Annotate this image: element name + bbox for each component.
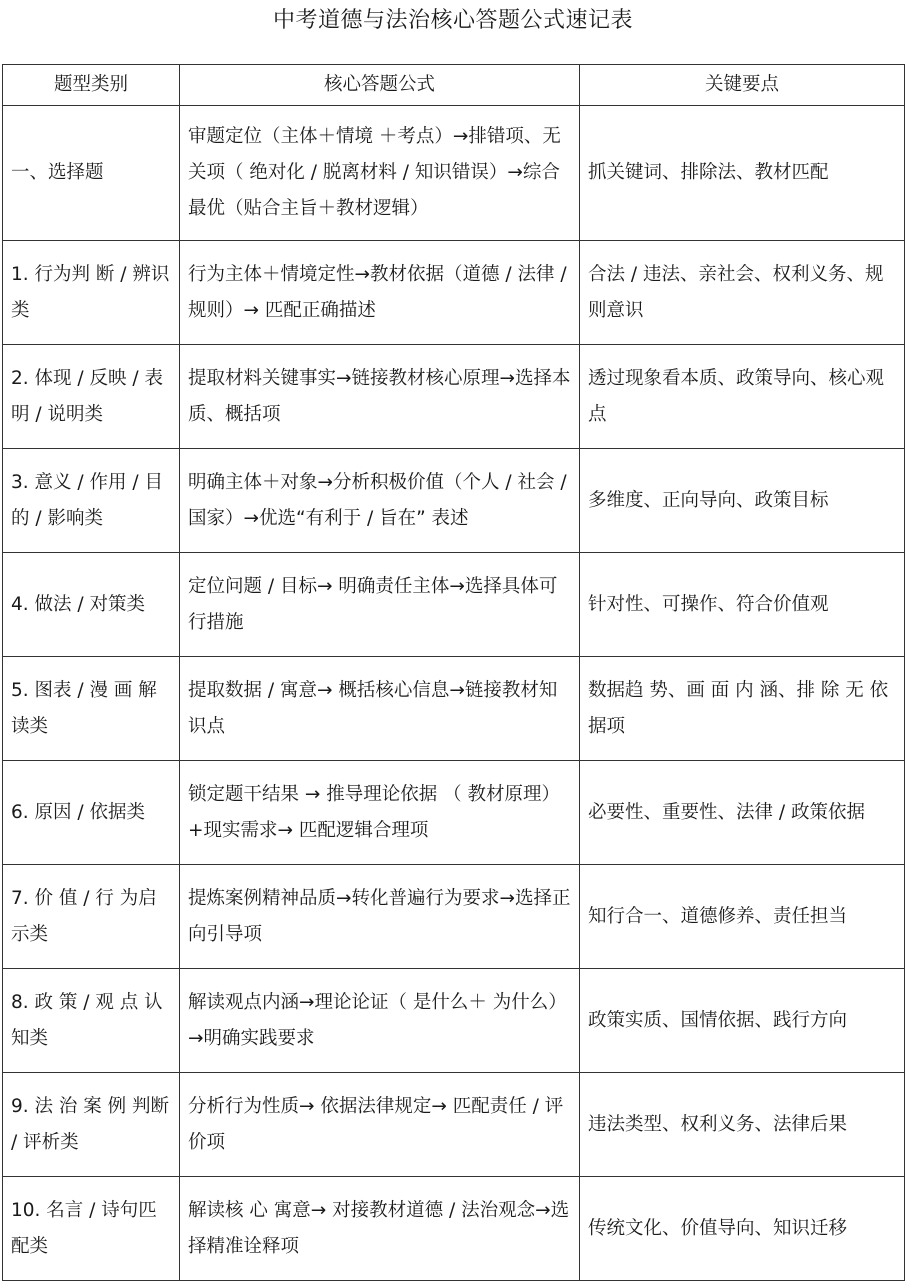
question-type-cell: 9. 法 治 案 例 判断 / 评析类 bbox=[3, 1073, 180, 1177]
table-row bbox=[3, 761, 905, 865]
keypoints-cell: 违法类型、权利义务、法律后果 bbox=[580, 1073, 905, 1177]
table-row bbox=[3, 1177, 905, 1281]
formula-cell: 分析行为性质→ 依据法律规定→ 匹配责任 / 评价项 bbox=[180, 1073, 580, 1177]
table-row bbox=[3, 657, 905, 761]
table-header-row bbox=[3, 65, 905, 106]
table-row bbox=[3, 865, 905, 969]
keypoints-cell: 针对性、可操作、符合价值观 bbox=[580, 553, 905, 657]
table-row bbox=[3, 106, 905, 241]
keypoints-cell: 多维度、正向导向、政策目标 bbox=[580, 449, 905, 553]
formula-cell: 审题定位（主体＋情境 ＋考点）→排错项、无关项（ 绝对化 / 脱离材料 / 知识错误）→综合最优（贴合主旨＋教材逻辑） bbox=[180, 106, 580, 241]
keypoints-cell: 抓关键词、排除法、教材匹配 bbox=[580, 106, 905, 241]
table-row bbox=[3, 969, 905, 1073]
table-row bbox=[3, 345, 905, 449]
formula-cell: 提取材料关键事实→链接教材核心原理→选择本质、概括项 bbox=[180, 345, 580, 449]
formula-cell: 明确主体＋对象→分析积极价值（个人 / 社会 / 国家）→优选“有利于 / 旨在” 表述 bbox=[180, 449, 580, 553]
formula-cell: 提炼案例精神品质→转化普遍行为要求→选择正向引导项 bbox=[180, 865, 580, 969]
keypoints-cell: 透过现象看本质、政策导向、核心观点 bbox=[580, 345, 905, 449]
keypoints-cell: 政策实质、国情依据、践行方向 bbox=[580, 969, 905, 1073]
formula-cell: 行为主体＋情境定性→教材依据（道德 / 法律 / 规则）→ 匹配正确描述 bbox=[180, 241, 580, 345]
formula-cell: 提取数据 / 寓意→ 概括核心信息→链接教材知识点 bbox=[180, 657, 580, 761]
keypoints-cell: 知行合一、道德修养、责任担当 bbox=[580, 865, 905, 969]
question-type-cell: 10. 名言 / 诗句匹配类 bbox=[3, 1177, 180, 1281]
question-type-cell: 1. 行为判 断 / 辨识类 bbox=[3, 241, 180, 345]
formula-cell: 锁定题干结果 → 推导理论依据 （ 教材原理）+现实需求→ 匹配逻辑合理项 bbox=[180, 761, 580, 865]
keypoints-cell: 合法 / 违法、亲社会、权利义务、规则意识 bbox=[580, 241, 905, 345]
formula-cell: 解读观点内涵→理论论证（ 是什么＋ 为什么）→明确实践要求 bbox=[180, 969, 580, 1073]
page-title: 中考道德与法治核心答题公式速记表 bbox=[272, 8, 633, 33]
question-type-cell: 2. 体现 / 反映 / 表明 / 说明类 bbox=[3, 345, 180, 449]
question-type-cell: 6. 原因 / 依据类 bbox=[3, 761, 180, 865]
header-question-type: 题型类别 bbox=[3, 65, 180, 106]
table-row bbox=[3, 1073, 905, 1177]
header-key-points: 关键要点 bbox=[580, 65, 905, 106]
table-row bbox=[3, 553, 905, 657]
question-type-cell: 一、选择题 bbox=[3, 106, 180, 241]
question-type-cell: 4. 做法 / 对策类 bbox=[3, 553, 180, 657]
keypoints-cell: 必要性、重要性、法律 / 政策依据 bbox=[580, 761, 905, 865]
formula-table bbox=[2, 64, 905, 1281]
table-row bbox=[3, 241, 905, 345]
formula-cell: 定位问题 / 目标→ 明确责任主体→选择具体可行措施 bbox=[180, 553, 580, 657]
question-type-cell: 8. 政 策 / 观 点 认知类 bbox=[3, 969, 180, 1073]
formula-cell: 解读核 心 寓意→ 对接教材道德 / 法治观念→选择精准诠释项 bbox=[180, 1177, 580, 1281]
table-row bbox=[3, 449, 905, 553]
question-type-cell: 5. 图表 / 漫 画 解读类 bbox=[3, 657, 180, 761]
header-core-formula: 核心答题公式 bbox=[180, 65, 580, 106]
keypoints-cell: 数据趋 势、画 面 内 涵、排 除 无 依据项 bbox=[580, 657, 905, 761]
question-type-cell: 7. 价 值 / 行 为启示类 bbox=[3, 865, 180, 969]
question-type-cell: 3. 意义 / 作用 / 目的 / 影响类 bbox=[3, 449, 180, 553]
keypoints-cell: 传统文化、价值导向、知识迁移 bbox=[580, 1177, 905, 1281]
